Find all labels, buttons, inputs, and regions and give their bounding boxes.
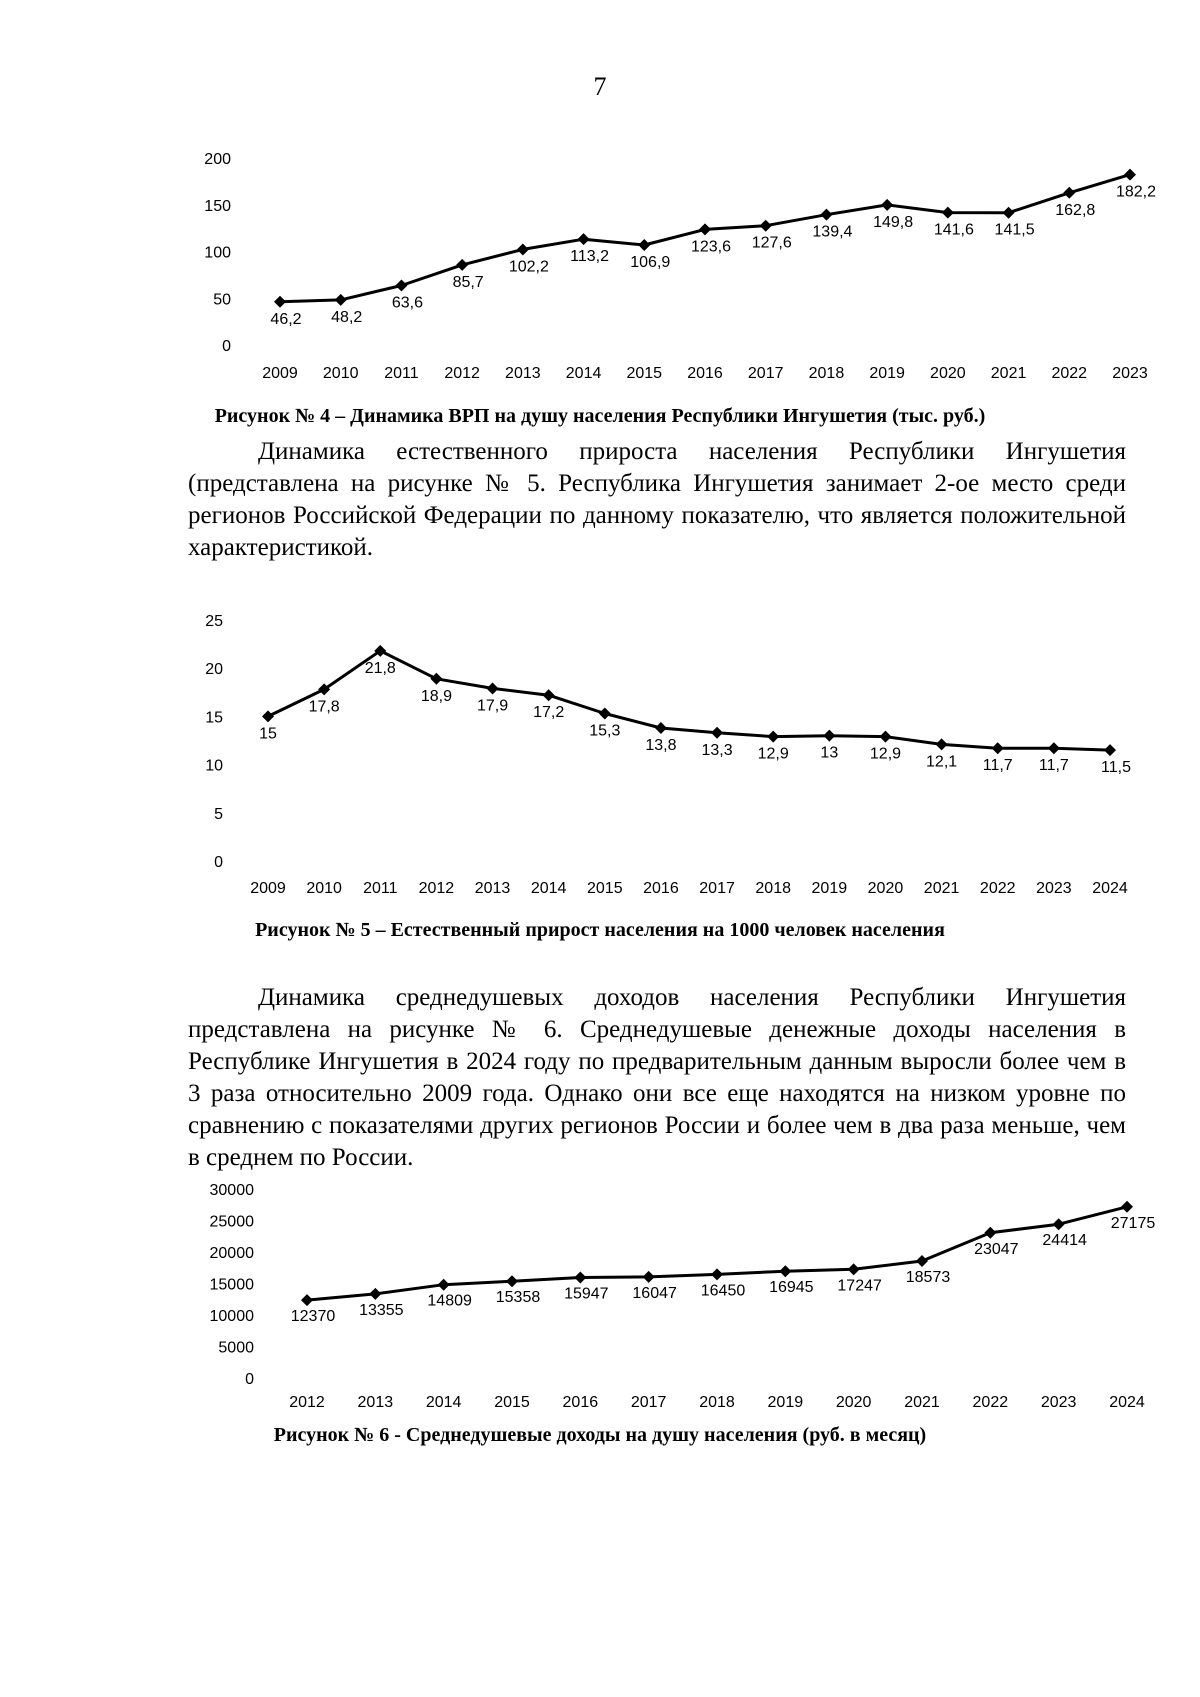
data-label: 13355 (359, 1301, 404, 1319)
data-point-marker (1048, 742, 1060, 754)
x-tick-label: 2012 (444, 365, 480, 382)
x-tick-label: 2010 (322, 365, 359, 382)
data-label: 48,2 (331, 308, 363, 326)
data-label: 85,7 (452, 273, 484, 291)
data-label: 16945 (769, 1279, 814, 1297)
data-point-marker (578, 233, 590, 245)
data-point-marker (848, 1263, 860, 1275)
x-tick-label: 2022 (972, 1394, 1009, 1411)
data-label: 13,8 (645, 736, 677, 754)
data-label: 12,9 (869, 745, 902, 763)
data-label: 15,3 (589, 722, 621, 740)
x-tick-label: 2018 (808, 365, 845, 382)
data-point-marker (881, 199, 893, 211)
x-tick-label: 2023 (1040, 1394, 1077, 1411)
x-tick-label: 2014 (530, 880, 567, 897)
data-point-marker (655, 722, 667, 734)
data-point-marker (430, 673, 442, 685)
y-tick-label: 20000 (209, 1245, 254, 1262)
data-label: 12,9 (757, 745, 789, 763)
data-point-marker (916, 1255, 928, 1267)
x-tick-label: 2021 (990, 365, 1027, 382)
data-label: 17247 (837, 1277, 882, 1295)
x-tick-label: 2016 (562, 1394, 599, 1411)
y-tick-label: 0 (245, 1371, 254, 1388)
page-number: 7 (593, 72, 607, 101)
data-point-marker (767, 731, 779, 743)
x-tick-label: 2009 (250, 880, 286, 897)
data-point-marker (643, 1271, 655, 1283)
data-label: 17,9 (476, 697, 509, 715)
data-point-marker (487, 682, 499, 694)
data-point-marker (262, 710, 274, 722)
x-tick-label: 2010 (306, 880, 342, 897)
figure-4-caption: Рисунок № 4 – Динамика ВРП на душу населения Республики Ингушетия (тыс. руб.) (214, 405, 986, 427)
data-point-marker (936, 738, 948, 750)
data-point-marker (699, 223, 711, 235)
x-tick-label: 2022 (979, 880, 1016, 897)
data-point-marker (823, 730, 835, 742)
data-label: 16047 (632, 1284, 677, 1302)
y-tick-label: 5 (214, 805, 223, 823)
x-tick-label: 2011 (384, 365, 419, 382)
data-label: 102,2 (508, 258, 549, 276)
x-tick-label: 2011 (363, 880, 398, 897)
data-label: 139,4 (812, 223, 853, 241)
x-tick-label: 2014 (425, 1394, 462, 1411)
data-label: 17,8 (308, 698, 340, 716)
data-label: 106,9 (630, 254, 671, 272)
data-point-marker (506, 1275, 518, 1287)
data-point-marker (369, 1288, 381, 1300)
data-label: 12,1 (926, 753, 958, 771)
data-point-marker (711, 1268, 723, 1280)
data-label: 18573 (905, 1268, 951, 1286)
x-tick-label: 2016 (687, 365, 723, 382)
y-tick-label: 50 (213, 291, 231, 309)
x-tick-label: 2023 (1036, 880, 1072, 897)
paragraph-income: Динамика среднедушевых доходов населения Республики Ингушетия представлена на рисунке № 6. Среднедушевые денежные доходы населения в Республике Ингушетия в 2024 году по предварительным данным выросли более чем в 3 раза относительно 2009 года. Однако они все еще находятся на низком уровне по сравнению с показателями других регионов России и более чем в два раза меньше, чем в среднем по России. (188, 984, 1126, 1171)
data-label: 46,2 (270, 310, 302, 328)
data-label: 23047 (974, 1240, 1019, 1258)
data-label: 63,6 (391, 294, 423, 312)
x-tick-label: 2015 (626, 365, 663, 382)
x-tick-label: 2024 (1092, 880, 1128, 897)
data-point-marker (638, 239, 650, 251)
data-label: 15947 (564, 1285, 609, 1303)
y-tick-label: 0 (222, 338, 231, 355)
y-tick-label: 150 (204, 197, 231, 215)
y-tick-label: 100 (204, 244, 231, 262)
data-point-marker (517, 243, 529, 255)
y-tick-label: 15 (205, 709, 223, 727)
data-label: 27175 (1110, 1214, 1156, 1232)
x-tick-label: 2017 (747, 365, 784, 382)
data-label: 13 (820, 744, 839, 762)
x-tick-label: 2017 (699, 880, 735, 897)
data-label: 162,8 (1055, 201, 1096, 219)
data-point-marker (438, 1279, 450, 1291)
x-tick-label: 2021 (904, 1394, 940, 1411)
data-point-marker (942, 207, 954, 219)
chart-grp-per-capita (0, 140, 1200, 390)
data-label: 14809 (427, 1292, 472, 1310)
data-point-marker (711, 727, 723, 739)
x-tick-label: 2022 (1051, 365, 1088, 382)
x-tick-label: 2020 (835, 1394, 872, 1411)
data-label: 182,2 (1115, 183, 1157, 201)
data-point-marker (574, 1272, 586, 1284)
data-point-marker (274, 296, 286, 308)
data-point-marker (1104, 744, 1116, 756)
x-tick-label: 2014 (565, 365, 602, 382)
x-tick-label: 2019 (869, 365, 905, 382)
data-point-marker (1124, 169, 1136, 181)
y-tick-label: 10000 (209, 1308, 254, 1325)
x-tick-label: 2009 (262, 365, 298, 382)
data-label: 141,5 (994, 221, 1035, 239)
data-label: 11,7 (982, 757, 1013, 775)
x-tick-label: 2020 (867, 880, 904, 897)
data-label: 141,6 (933, 221, 974, 239)
chart-natural-growth (0, 600, 1200, 900)
data-label: 16450 (700, 1282, 746, 1300)
data-label: 15358 (495, 1289, 541, 1307)
x-tick-label: 2019 (767, 1394, 804, 1411)
x-tick-label: 2021 (923, 880, 960, 897)
x-tick-label: 2012 (289, 1394, 325, 1411)
y-tick-label: 200 (204, 151, 231, 168)
x-tick-label: 2015 (494, 1394, 530, 1411)
data-label: 15 (259, 725, 277, 743)
y-tick-label: 15000 (209, 1276, 254, 1294)
x-tick-label: 2019 (811, 880, 848, 897)
x-tick-label: 2013 (357, 1394, 394, 1411)
data-label: 12370 (290, 1308, 336, 1326)
x-tick-label: 2015 (587, 880, 623, 897)
data-point-marker (1003, 207, 1015, 219)
x-tick-label: 2013 (505, 365, 541, 382)
x-tick-label: 2020 (930, 365, 966, 382)
data-label: 18,9 (420, 687, 452, 705)
y-tick-label: 10 (205, 757, 223, 775)
data-point-marker (301, 1294, 313, 1306)
y-tick-label: 20 (205, 661, 223, 679)
y-tick-label: 30000 (209, 1182, 254, 1199)
data-point-marker (1053, 1218, 1065, 1230)
data-point-marker (879, 731, 891, 743)
data-point-marker (820, 209, 832, 221)
data-label: 113,2 (570, 248, 610, 266)
x-tick-label: 2024 (1109, 1394, 1145, 1411)
data-point-marker (1121, 1201, 1133, 1213)
data-point-marker (599, 708, 611, 720)
data-label: 149,8 (873, 213, 914, 231)
x-tick-label: 2016 (643, 880, 679, 897)
data-label: 13,3 (701, 741, 733, 759)
data-label: 11,7 (1038, 757, 1069, 775)
data-label: 21,8 (364, 659, 396, 677)
data-label: 11,5 (1101, 759, 1131, 777)
data-point-marker (760, 220, 772, 232)
paragraph-natural-growth: Динамика естественного прироста населения Республики Ингушетия (представлена на рисунке № 5. Республика Ингушетия занимает 2-ое место среди регионов Российской Федерации по данному показателю, что является положительной характеристикой. (188, 438, 1126, 561)
x-tick-label: 2018 (755, 880, 791, 897)
data-point-marker (984, 1227, 996, 1239)
chart-average-income (0, 1175, 1200, 1415)
x-tick-label: 2018 (699, 1394, 735, 1411)
y-tick-label: 25000 (209, 1213, 254, 1231)
y-tick-label: 5000 (218, 1339, 254, 1357)
data-point-marker (395, 280, 407, 292)
figure-6-caption: Рисунок № 6 - Среднедушевые доходы на душу населения (руб. в месяц) (273, 1424, 927, 1446)
x-tick-label: 2023 (1112, 365, 1148, 382)
x-tick-label: 2013 (474, 880, 511, 897)
data-label: 17,2 (533, 704, 565, 722)
data-point-marker (992, 742, 1004, 754)
data-label: 123,6 (690, 238, 732, 256)
data-point-marker (1063, 187, 1075, 199)
y-tick-label: 25 (205, 613, 223, 630)
x-tick-label: 2012 (418, 880, 455, 897)
data-label: 24414 (1042, 1232, 1087, 1250)
data-point-marker (779, 1265, 791, 1277)
figure-5-caption: Рисунок № 5 – Естественный прирост населения на 1000 человек населения (255, 919, 945, 941)
data-point-marker (543, 689, 555, 701)
data-point-marker (335, 294, 347, 306)
data-point-marker (456, 259, 468, 271)
y-tick-label: 0 (214, 854, 223, 871)
x-tick-label: 2017 (630, 1394, 667, 1411)
data-label: 127,6 (751, 234, 792, 252)
